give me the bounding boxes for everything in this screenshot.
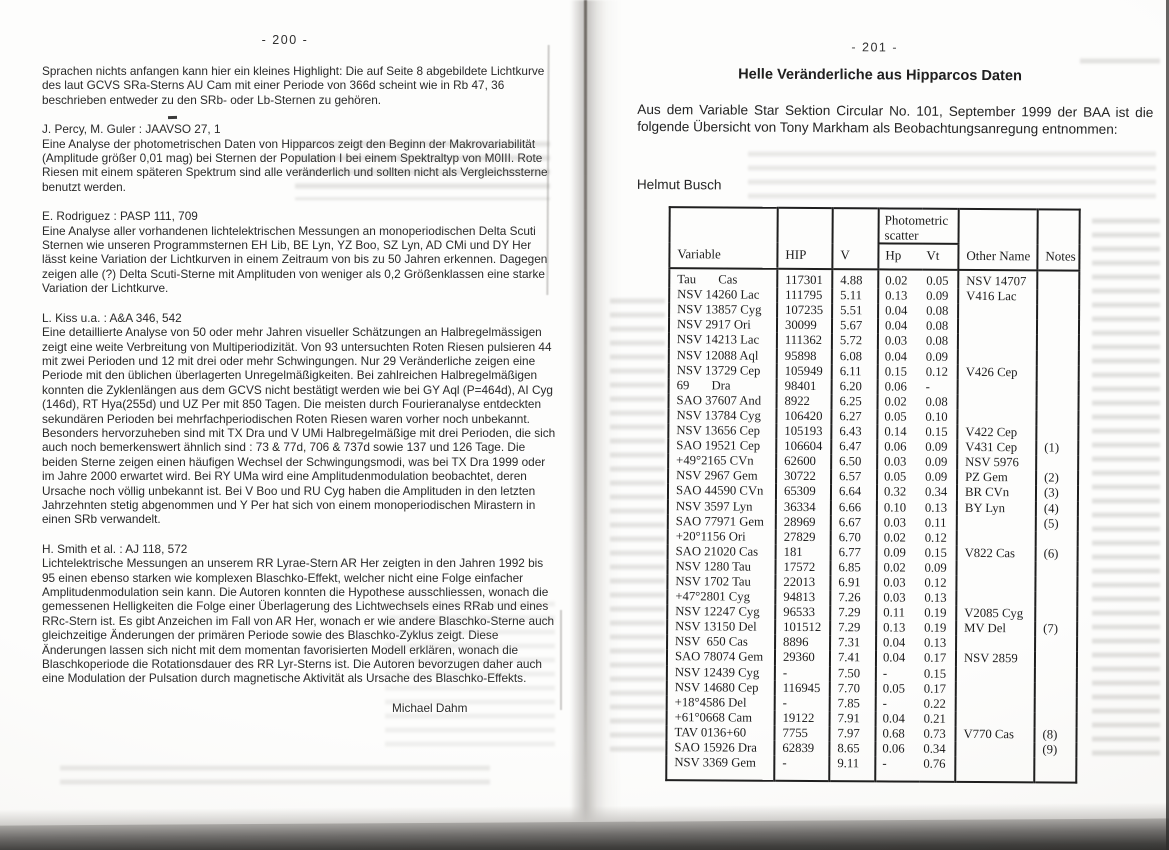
- cell-vt: 0.09: [925, 454, 948, 470]
- cell-v: 5.67: [832, 318, 878, 333]
- cell-vt: 0.10: [925, 409, 948, 424]
- cell-hp: 0.06: [878, 379, 922, 394]
- cell-variable: SAO 21020 Cas: [675, 543, 759, 559]
- page-201: [595, 0, 1169, 850]
- cell-v: 6.43: [831, 424, 877, 439]
- cell-other-name: [957, 515, 1036, 531]
- cell-notes: (7): [1035, 622, 1077, 637]
- cell-other-name: [958, 304, 1037, 320]
- cell-hip: 29360: [775, 650, 830, 665]
- cell-notes: [1037, 270, 1079, 289]
- cell-v: 6.20: [832, 379, 878, 394]
- cell-notes: (5): [1036, 516, 1078, 531]
- cell-notes: [1037, 305, 1079, 320]
- cell-hip: 19122: [775, 711, 830, 726]
- table-body: [666, 268, 1079, 783]
- cell-v: 6.85: [830, 560, 876, 575]
- cell-hip: 106604: [776, 439, 831, 454]
- cell-vt: 0.12: [924, 530, 947, 545]
- cell-notes: (6): [1036, 546, 1078, 561]
- cell-v: 5.11: [832, 288, 878, 303]
- scan-artifact-dash: [168, 116, 177, 119]
- cell-hp: 0.11: [876, 606, 920, 621]
- cell-hp: 0.03: [876, 575, 920, 590]
- page-edge-line: [584, 0, 587, 780]
- cell-notes: (1): [1036, 440, 1078, 455]
- cell-other-name: [958, 380, 1037, 396]
- cell-hip: 17572: [775, 560, 830, 575]
- cell-v: 6.91: [830, 575, 876, 590]
- cell-hip: 27829: [776, 529, 831, 544]
- cell-hp: 0.15: [878, 364, 922, 379]
- cell-hip: 94813: [775, 590, 830, 605]
- cell-hp: 0.03: [876, 590, 920, 605]
- cell-vt: 0.34: [924, 485, 948, 500]
- cell-v: 6.77: [831, 545, 877, 560]
- cell-variable: NSV 13656 Cep: [676, 423, 761, 438]
- cell-v: 6.64: [831, 485, 877, 500]
- cell-notes: [1035, 591, 1077, 606]
- cell-variable: +18°4586 Del: [674, 694, 747, 710]
- cell-variable: NSV 3597 Lyn: [675, 498, 753, 514]
- cell-vt: 0.22: [923, 696, 946, 711]
- cell-hip: 62839: [774, 741, 829, 756]
- cell-notes: (4): [1036, 501, 1078, 516]
- cell-hip: 28969: [776, 514, 831, 529]
- cell-hip: 30722: [776, 469, 831, 484]
- cell-vt: -: [925, 379, 930, 394]
- cell-other-name: V770 Cas: [955, 727, 1034, 743]
- cell-notes: [1037, 365, 1079, 380]
- cell-variable: NSV 1280 Tau: [675, 559, 752, 574]
- cell-hp: 0.03: [877, 455, 921, 470]
- cell-variable: +47°2801 Cyg: [675, 589, 751, 604]
- cell-hip: 117301: [777, 269, 832, 288]
- cell-vt: 0.08: [926, 303, 949, 319]
- bleed-through-artifact: [1092, 215, 1160, 760]
- cell-other-name: NSV 2859: [956, 651, 1035, 667]
- article-title: Helle Veränderliche aus Hipparcos Daten: [738, 66, 1023, 85]
- cell-variable: NSV 14213 Lac: [676, 332, 760, 348]
- cell-vt: 0.09: [926, 288, 949, 304]
- cell-hp: 0.06: [877, 440, 921, 455]
- cell-other-name: V422 Cep: [957, 425, 1036, 441]
- cell-v: 6.67: [831, 515, 877, 530]
- cell-variable: NSV 13857 Cyg: [677, 302, 762, 317]
- cell-hip: 8896: [775, 635, 830, 650]
- bleed-through-artifact: [60, 762, 490, 788]
- cell-v: 6.70: [831, 530, 877, 545]
- cell-v: 6.11: [832, 364, 878, 379]
- cell-other-name: V426 Cep: [958, 365, 1037, 381]
- cell-hp: -: [875, 756, 919, 781]
- cell-vt: 0.09: [924, 560, 947, 575]
- cell-other-name: [956, 666, 1035, 682]
- cell-other-name: [958, 349, 1037, 365]
- cell-other-name: V431 Cep: [957, 440, 1036, 456]
- cell-hp: 0.32: [877, 485, 921, 500]
- cell-hip: 181: [776, 545, 831, 560]
- bleed-through-artifact: [385, 598, 555, 748]
- cell-hip: 65309: [776, 484, 831, 499]
- cell-vt: 0.09: [925, 470, 948, 485]
- cell-v: 7.29: [830, 620, 876, 635]
- cell-variable: NSV 14680 Cep: [674, 679, 759, 695]
- cell-hp: 0.02: [878, 394, 922, 409]
- abstract-section: [42, 311, 556, 527]
- cell-hp: 0.02: [878, 269, 922, 288]
- cell-hp: 0.04: [876, 636, 920, 651]
- table-row: [669, 268, 1079, 290]
- cell-hp: 0.04: [876, 651, 920, 666]
- cell-hp: -: [876, 696, 920, 711]
- cell-hp: 0.04: [878, 349, 922, 364]
- cell-v: 7.31: [830, 635, 876, 650]
- cell-variable: NSV 2917 Ori: [676, 317, 751, 332]
- cell-hp: 0.04: [876, 711, 920, 726]
- section-paragraph: Eine detaillierte Analyse von 50 oder mehr Jahren visueller Schätzungen an Halbregelmässigen zeigt eine weite Verbreitung von Multiperiodizität. Von 93 untersuchten Roten Riesen pulsieren 44 mit zwei Perioden und 12 mit drei oder mehr Schwingungen. Nur 29 Veränderliche zeigen eine Periode mit den üblichen überlagerten Unregelmäßigkeiten. Bei zahlreichen Halbregelmäßigen konnten die Zyklenlängen aus dem GCVS nicht bestätigt werden wie bei GY Aql (P=464d), AI Cyg (146d), RT Hya(255d) und UZ Per mit 850 Tagen. Die meisten durch Fourieranalyse entdeckten sekundären Perioden bei mehrfachperiodischen Roten Riesen waren vorher noch unbekannt. Besonders hervorzuheben sind mit TX Dra und V UMi Halbregelmäßige mit drei Perioden, die sich auch noch bemerkenswert ähnlich sind : 73 & 77d, 706 & 737d sowie 137 und 126 Tage. Die beiden Sterne zeigen einen häufigen Wechsel der Schwingungsmodi, was bei TX Dra 1999 oder im Jahre 2000 erwartet wird. Bei RY UMa wird eine Amplitudenmodulation beobachtet, deren Ursache noch völlig unbekannt ist. Bei V Boo und RU Cyg haben die Amplituden in den letzten Jahrzehnten stetig abgenommen und Y Per hat sich von einem monoperiodischen Mirastern in einen SRb verwandelt.: [42, 325, 556, 527]
- cell-notes: [1036, 410, 1078, 425]
- cell-notes: (2): [1036, 471, 1078, 486]
- cell-hip: 62600: [776, 454, 831, 469]
- cell-vt: 0.17: [923, 651, 947, 666]
- cell-other-name: PZ Gem: [957, 470, 1036, 486]
- cell-hip: 7755: [774, 726, 829, 741]
- cell-hp: 0.03: [877, 515, 921, 530]
- cell-hip: 22013: [775, 575, 830, 590]
- cell-notes: [1036, 531, 1078, 546]
- cell-variable: NSV 13784 Cyg: [676, 408, 761, 423]
- col-header-vt: Vt: [922, 244, 958, 270]
- col-header-hip: HIP: [777, 208, 832, 269]
- cell-variable: NSV 650 Cas: [675, 634, 748, 649]
- cell-v: 7.41: [830, 651, 876, 666]
- cell-hp: 0.13: [876, 621, 920, 636]
- cell-v: 7.70: [830, 681, 876, 696]
- cell-other-name: [956, 591, 1035, 607]
- cell-hp: 0.68: [875, 726, 919, 741]
- cell-v: 4.88: [832, 269, 878, 288]
- cell-vt: 0.08: [925, 334, 949, 349]
- cell-other-name: V2085 Cyg: [956, 606, 1035, 622]
- cell-hip: 105193: [776, 424, 831, 439]
- cell-v: 7.85: [830, 696, 876, 711]
- reference-line: E. Rodriguez : PASP 111, 709: [42, 209, 198, 224]
- cell-hp: 0.04: [878, 304, 922, 319]
- cell-hip: 96533: [775, 605, 830, 620]
- table-header: [669, 207, 1079, 271]
- cell-hp: 0.05: [877, 470, 921, 485]
- cell-notes: [1034, 757, 1076, 782]
- cell-other-name: BY Lyn: [957, 500, 1036, 516]
- page-number-left: - 200 -: [261, 33, 309, 47]
- cell-v: 5.72: [832, 334, 878, 349]
- cell-notes: [1035, 607, 1077, 622]
- cell-v: 7.91: [830, 711, 876, 726]
- reference-line: L. Kiss u.a. : A&A 346, 542: [42, 310, 182, 325]
- cell-notes: (9): [1034, 742, 1076, 757]
- cell-other-name: NSV 5976: [957, 455, 1036, 471]
- cell-vt: 0.15: [924, 545, 947, 560]
- cell-vt: 0.15: [923, 666, 947, 681]
- cell-hp: 0.14: [877, 424, 921, 439]
- col-header-other-name: Other Name: [958, 209, 1037, 271]
- cell-variable: NSV 13729 Cep: [676, 362, 761, 378]
- cell-notes: [1035, 561, 1077, 576]
- cell-hip: 105949: [777, 363, 832, 378]
- cell-hip: 106420: [776, 409, 831, 424]
- cell-notes: (8): [1034, 727, 1076, 742]
- cell-other-name: BR CVn: [957, 485, 1036, 501]
- cell-hip: 30099: [777, 318, 832, 333]
- cell-other-name: [957, 531, 1036, 547]
- cell-variable: NSV 12088 Aql: [676, 347, 759, 363]
- cell-vt: 0.17: [923, 681, 947, 696]
- section-paragraph: Eine Analyse aller vorhandenen lichtelektrischen Messungen an monoperiodischen Delta Scuti Sternen wie unseren Programmsternen EH Lib, BE Lyn, YZ Boo, SZ Lyn, AD CMi und DY Her lässt keine Variation der Lichtkurven in einem Zeitraum von bis zu 50 Jahren erkennen. Dagegen zeigen alle (?) Delta Scuti-Sterne mit Amplituden von weniger als 0,2 Größenklassen eine starke Variation der Lichtkurve.: [42, 223, 548, 296]
- cell-notes: [1035, 667, 1077, 682]
- cell-variable: SAO 37607 And: [676, 393, 762, 408]
- cell-vt: 0.15: [925, 424, 948, 439]
- cell-hip: 111362: [777, 333, 832, 348]
- cell-vt: 0.34: [923, 741, 946, 756]
- page-number-right: - 201 -: [851, 40, 899, 55]
- cell-hip: 95898: [777, 348, 832, 363]
- cell-other-name: [958, 395, 1037, 411]
- cell-v: 6.57: [831, 469, 877, 484]
- cell-v: 6.08: [832, 349, 878, 364]
- cell-notes: [1037, 290, 1079, 305]
- bleed-through-artifact: [1080, 55, 1160, 71]
- cell-v: 6.47: [831, 439, 877, 454]
- cell-hip: -: [774, 756, 829, 781]
- cell-hp: 0.02: [876, 560, 920, 575]
- cell-vt: 0.09: [925, 439, 948, 454]
- cell-other-name: [956, 682, 1035, 698]
- col-header-v: V: [832, 208, 878, 269]
- cell-other-name: [956, 712, 1035, 728]
- cell-hp: 0.13: [878, 289, 922, 304]
- cell-hp: 0.05: [876, 681, 920, 696]
- cell-notes: (3): [1036, 486, 1078, 501]
- cell-notes: [1037, 395, 1079, 410]
- cell-vt: 0.73: [923, 726, 946, 741]
- cell-notes: [1035, 697, 1077, 712]
- cell-variable: SAO 78074 Gem: [674, 649, 764, 665]
- cell-variable: +61°0668 Cam: [674, 709, 753, 725]
- cell-variable: NSV 12247 Cyg: [675, 604, 760, 619]
- cell-vt: 0.21: [923, 711, 946, 726]
- cell-variable: +49°2165 CVn: [676, 453, 754, 468]
- cell-vt: 0.08: [925, 394, 948, 409]
- cell-variable: +20°1156 Ori: [675, 528, 746, 544]
- cell-vt: 0.12: [925, 364, 948, 379]
- section-paragraph: Lichtelektrische Messungen an unserem RR Lyrae-Stern AR Her zeigten in den Jahren 1992 bis 95 einen ebenso starken wie komplexen Blaschko-Effekt, welcher nicht eine Folge einfacher Amplitudenmodulation sein kann. Die Autoren konnten die Hypothese ausschliessen, wonach die gemessenen Helligkeiten die Folge einer Überlagerung des Lichtwechsels eines RRab und eines RRc-Stern ist. Es gibt Anzeichen im Fall von AR Her, wonach er wie andere Blaschko-Sterne auch gleichzeitige Änderungen der primären Periode sowie des Blaschko-Zyklus zeigt. Diese Änderungen lassen sich nicht mit dem momentan favorisierten Modell erklären, wonach die Blaschkoperiode die Rotationsdauer des RR Lyr-Sterns ist. Die Autoren bevorzugen daher auch eine Modulation der Pulsation durch magnetische Aktivität als Ursache des Blaschko-Effekts.: [42, 556, 555, 686]
- cell-variable: NSV 13150 Del: [675, 619, 757, 634]
- cell-hp: 0.09: [877, 545, 921, 560]
- cell-other-name: MV Del: [956, 621, 1035, 637]
- col-header-variable: Variable: [669, 207, 777, 269]
- cell-v: 6.27: [831, 409, 877, 424]
- cell-other-name: [955, 757, 1034, 783]
- cell-vt: 0.19: [924, 620, 947, 636]
- cell-hip: 111795: [777, 288, 832, 303]
- cell-hp: 0.10: [877, 500, 921, 515]
- cell-variable: NSV 2967 Gem: [676, 468, 758, 483]
- cell-hip: 36334: [776, 499, 831, 514]
- cell-notes: [1035, 576, 1077, 591]
- cell-other-name: NSV 14707: [958, 270, 1037, 290]
- cell-v: 9.11: [829, 756, 875, 781]
- cell-hip: 107235: [777, 303, 832, 318]
- cell-hp: 0.06: [875, 741, 919, 756]
- cell-hp: 0.03: [878, 334, 922, 349]
- cell-notes: [1035, 652, 1077, 667]
- cell-notes: [1037, 320, 1079, 335]
- cell-hp: 0.05: [877, 409, 921, 424]
- cell-hip: 116945: [775, 680, 830, 695]
- table-row: [666, 755, 1076, 783]
- cell-notes: [1035, 637, 1077, 652]
- cell-vt: 0.13: [924, 500, 948, 515]
- cell-v: 5.51: [832, 303, 878, 318]
- cell-notes: [1035, 682, 1077, 697]
- cell-hip: 8922: [777, 394, 832, 409]
- cell-variable: TAV 0136+60: [674, 725, 747, 740]
- cell-notes: [1037, 380, 1079, 395]
- cell-other-name: V822 Cas: [957, 546, 1036, 562]
- cell-hp: -: [876, 666, 920, 681]
- col-header-hp: Hp: [878, 243, 922, 269]
- section-paragraph: Sprachen nichts anfangen kann hier ein kleines Highlight: Die auf Seite 8 abgebildete Lichtkurve des laut GCVS SRa-Sterns AU Cam mit einer Periode von 366d scheint wie in Rb 47, 36 beschrieben entweder zu den SRb- oder Lb-Sternen zu gehören.: [42, 64, 545, 107]
- col-header-photometric-scatter: Photometric scatter: [879, 208, 959, 244]
- abstract-section: [42, 64, 556, 107]
- cell-variable: SAO 15926 Dra: [674, 740, 757, 755]
- author-name: Helmut Busch: [636, 176, 722, 193]
- section-paragraph: Eine Analyse der photometrischen Daten von Hipparcos zeigt den Beginn der Makrovariabilität (Amplitude größer 0,01 mag) bei Sternen der Population I bei einem Spektraltyp von M0III. Rote Riesen mit einem späteren Spektrum sind alle veränderlich und sollten nicht als Vergleichssterne benutzt werden.: [42, 136, 548, 194]
- cell-hip: 101512: [775, 620, 830, 635]
- cell-other-name: [958, 334, 1037, 350]
- cell-other-name: V416 Lac: [958, 289, 1037, 305]
- cell-hip: -: [775, 665, 830, 680]
- cell-other-name: [956, 561, 1035, 577]
- cell-v: 6.25: [832, 394, 878, 409]
- cell-notes: [1035, 712, 1077, 727]
- cell-hip: 98401: [777, 379, 832, 394]
- author-signature: Michael Dahm: [392, 700, 468, 715]
- hipparcos-variables-table: [665, 206, 1081, 784]
- cell-other-name: [956, 576, 1035, 592]
- cell-variable: NSV 14260 Lac: [677, 287, 760, 302]
- cell-vt: 0.13: [924, 590, 947, 605]
- cell-v: 6.66: [831, 500, 877, 515]
- cell-v: 7.97: [829, 726, 875, 741]
- cell-notes: [1036, 425, 1078, 440]
- cell-other-name: [956, 697, 1035, 713]
- cell-variable: Tau Cas: [677, 272, 738, 287]
- cell-vt: 0.11: [924, 515, 947, 530]
- col-header-notes: Notes: [1037, 209, 1079, 270]
- bleed-through-artifact: [610, 295, 665, 760]
- cell-notes: [1036, 456, 1078, 471]
- cell-vt: 0.05: [926, 273, 949, 288]
- cell-other-name: [956, 636, 1035, 652]
- bleed-through-artifact: [295, 138, 550, 200]
- cell-v: 7.26: [830, 590, 876, 605]
- page-fold-line: [560, 610, 562, 710]
- cell-notes: [1037, 350, 1079, 365]
- cell-variable: NSV 1702 Tau: [675, 574, 751, 589]
- abstract-section: [42, 209, 556, 295]
- cell-other-name: [958, 319, 1037, 335]
- cell-vt: 0.13: [924, 636, 947, 651]
- cell-other-name: [957, 410, 1036, 426]
- cell-variable: SAO 77971 Gem: [675, 513, 764, 529]
- cell-v: 7.29: [830, 605, 876, 620]
- cell-variable: SAO 19521 Cep: [676, 438, 761, 453]
- cell-variable: NSV 3369 Gem: [674, 755, 756, 770]
- cell-variable: 69 Dra: [676, 377, 731, 393]
- table-row: [668, 484, 1078, 502]
- cell-hp: 0.02: [877, 530, 921, 545]
- cell-vt: 0.19: [924, 605, 947, 620]
- intro-paragraph: Aus dem Variable Star Sektion Circular No. 101, September 1999 der BAA ist die folgende Übersicht von Tony Markham als Beobachtungsanregung entnommen:: [637, 101, 1154, 138]
- cell-hip: -: [775, 695, 830, 710]
- cell-variable: SAO 44590 CVn: [675, 483, 764, 499]
- cell-v: 8.65: [829, 741, 875, 756]
- cell-v: 7.50: [830, 666, 876, 681]
- cell-vt: 0.12: [924, 575, 947, 590]
- cell-variable: NSV 12439 Cyg: [674, 664, 760, 680]
- cell-notes: [1037, 335, 1079, 350]
- cell-vt: 0.09: [925, 349, 949, 364]
- cell-vt: 0.76: [923, 756, 946, 771]
- cell-hp: 0.04: [878, 319, 922, 334]
- bleed-through-artifact: [748, 148, 1156, 203]
- reference-line: J. Percy, M. Guler : JAAVSO 27, 1: [42, 122, 221, 137]
- cell-other-name: [955, 742, 1034, 758]
- cell-vt: 0.08: [925, 319, 949, 334]
- cell-v: 6.50: [831, 454, 877, 469]
- reference-line: H. Smith et al. : AJ 118, 572: [42, 541, 188, 556]
